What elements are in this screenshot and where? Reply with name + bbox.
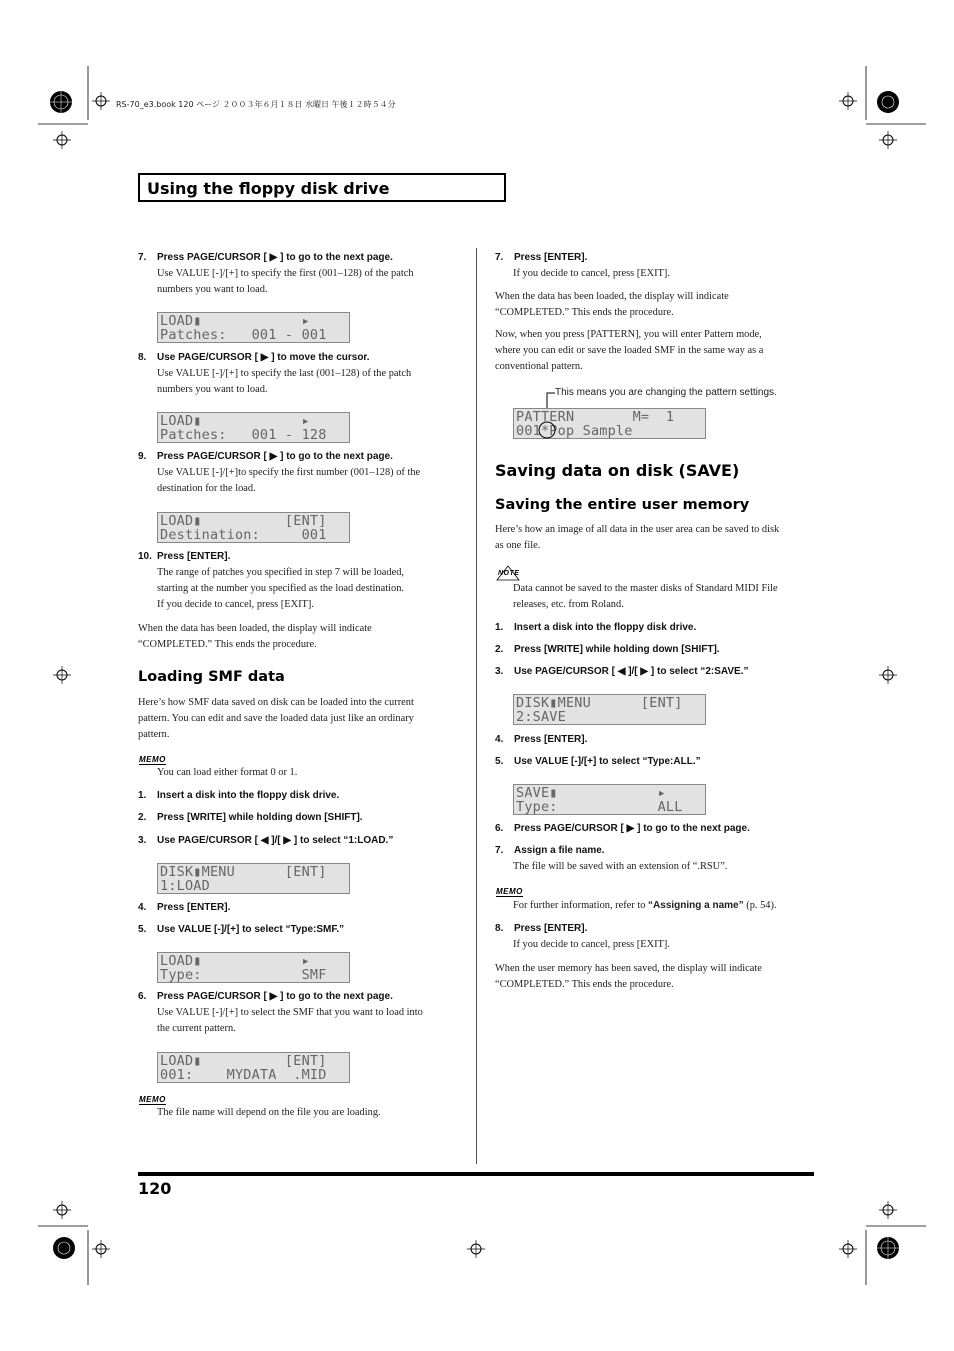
crosshair-icon	[879, 666, 897, 684]
crosshair-icon	[879, 1201, 897, 1219]
note-text: Data cannot be saved to the master disks of Standard MIDI File releases, etc. from Roland.	[513, 583, 778, 610]
step-8: 8. Press [ENTER].	[495, 923, 588, 934]
lcd-display: LOAD▮ [ENT] Destination: 001	[157, 512, 350, 543]
step-9: 9. Press PAGE/CURSOR [ ▶ ] to go to the next page.	[138, 451, 393, 462]
paragraph: Here’s how SMF data saved on disk can be loaded into the current pattern. You can edit and save the loaded data just like an ordinary pattern.	[138, 697, 414, 740]
lcd-display: SAVE▮ ▸ Type: ALL	[513, 784, 706, 815]
step-5: 5. Use VALUE [-]/[+] to select “Type:ALL.”	[495, 756, 701, 767]
step-6-body: Use VALUE [-]/[+] to select the SMF that you want to load into the current pattern.	[157, 1007, 423, 1034]
lcd-display: LOAD▮ ▸ Patches: 001 - 001	[157, 312, 350, 343]
step-9-body: Use VALUE [-]/[+]to specify the first number (001–128) of the destination for the load.	[157, 467, 421, 494]
crosshair-icon	[53, 131, 71, 149]
lcd-display: LOAD▮ ▸ Type: SMF	[157, 952, 350, 983]
step-7-body: The file will be saved with an extension of “.RSU”.	[513, 861, 728, 872]
memo-icon: MEMO	[139, 755, 166, 764]
step-3: 3. Use PAGE/CURSOR [ ◀ ]/[ ▶ ] to select “2:SAVE.”	[495, 666, 749, 677]
paragraph: When the data has been loaded, the display will indicate “COMPLETED.” This ends the procedure.	[138, 623, 372, 650]
memo-icon: MEMO	[496, 887, 523, 896]
step-1: 1. Insert a disk into the floppy disk drive.	[495, 622, 697, 633]
step-8: 8. Use PAGE/CURSOR [ ▶ ] to move the cursor.	[138, 352, 370, 363]
paragraph: Now, when you press [PATTERN], you will enter Pattern mode, where you can edit or save the loaded SMF in the same way as a conventional pattern.	[495, 329, 764, 372]
step-4: 4. Press [ENTER].	[495, 734, 588, 745]
step-7: 7. Press PAGE/CURSOR [ ▶ ] to go to the next page.	[138, 252, 393, 263]
step-10: 10. Press [ENTER].	[138, 551, 231, 562]
section-title: Using the floppy disk drive	[147, 179, 390, 198]
annotation-text: This means you are changing the pattern settings.	[555, 387, 777, 398]
subheading: Loading SMF data	[138, 669, 285, 685]
step-7-body: Use VALUE [-]/[+] to specify the first (001–128) of the patch numbers you want to load.	[157, 268, 414, 295]
memo-icon: MEMO	[139, 1095, 166, 1104]
crosshair-icon	[879, 131, 897, 149]
paragraph: Here’s how an image of all data in the user area can be saved to disk as one file.	[495, 524, 780, 551]
step-7: 7. Press [ENTER].	[495, 252, 588, 263]
crosshair-icon	[839, 92, 857, 110]
section-title-box	[138, 173, 506, 202]
step-8-body: Use VALUE [-]/[+] to specify the last (001–128) of the patch numbers you want to load.	[157, 368, 412, 395]
step-7-body: If you decide to cancel, press [EXIT].	[513, 268, 670, 279]
crosshair-icon	[92, 1240, 110, 1258]
paragraph: When the data has been loaded, the display will indicate “COMPLETED.” This ends the procedure.	[495, 291, 729, 318]
step-3: 3. Use PAGE/CURSOR [ ◀ ]/[ ▶ ] to select “1:LOAD.”	[138, 835, 394, 846]
step-6: 6. Press PAGE/CURSOR [ ▶ ] to go to the next page.	[495, 823, 750, 834]
step-6: 6. Press PAGE/CURSOR [ ▶ ] to go to the next page.	[138, 991, 393, 1002]
crosshair-icon	[92, 92, 110, 110]
registration-target-icon	[49, 90, 73, 114]
step-2: 2. Press [WRITE] while holding down [SHIFT].	[138, 812, 363, 823]
registration-target-icon	[52, 1236, 76, 1260]
memo-text: The file name will depend on the file you are loading.	[157, 1107, 381, 1118]
column-divider	[476, 248, 477, 1164]
cross-reference-link[interactable]: “Assigning a name”	[648, 900, 744, 911]
step-2: 2. Press [WRITE] while holding down [SHIFT].	[495, 644, 720, 655]
crosshair-icon	[839, 1240, 857, 1258]
note-label: NOTE	[498, 570, 520, 577]
step-4: 4. Press [ENTER].	[138, 902, 231, 913]
page-number: 120	[138, 1179, 172, 1198]
registration-target-icon	[876, 90, 900, 114]
step-10-body: The range of patches you specified in step 7 will be loaded, starting at the number you specified as the load destination. If you decide to cancel, press [EXIT].	[157, 567, 405, 610]
highlight-circle-icon	[538, 421, 556, 439]
step-5: 5. Use VALUE [-]/[+] to select “Type:SMF.”	[138, 924, 345, 935]
subheading: Saving the entire user memory	[495, 497, 750, 513]
step-8-body: If you decide to cancel, press [EXIT].	[513, 939, 670, 950]
paragraph: When the user memory has been saved, the display will indicate “COMPLETED.” This ends the procedure.	[495, 963, 762, 990]
footer-rule	[138, 1172, 814, 1176]
lcd-display: DISK▮MENU [ENT] 1:LOAD	[157, 863, 350, 894]
section-heading: Saving data on disk (SAVE)	[495, 461, 740, 480]
lcd-display: LOAD▮ ▸ Patches: 001 - 128	[157, 412, 350, 443]
registration-target-icon	[876, 1236, 900, 1260]
print-header: RS-70_e3.book 120 ページ ２００３年６月１８日 水曜日 午後１２時５４分	[116, 100, 396, 109]
crosshair-icon	[53, 1201, 71, 1219]
step-1: 1. Insert a disk into the floppy disk drive.	[138, 790, 340, 801]
crosshair-icon	[53, 666, 71, 684]
lcd-display: LOAD▮ [ENT] 001: MYDATA .MID	[157, 1052, 350, 1083]
lcd-display: PATTERN M= 1 001*Pop Sample	[513, 408, 706, 439]
memo-text: For further information, refer to “Assigning a name” (p. 54).	[513, 900, 777, 911]
lcd-display: DISK▮MENU [ENT] 2:SAVE	[513, 694, 706, 725]
memo-text: You can load either format 0 or 1.	[157, 767, 298, 778]
step-7: 7. Assign a file name.	[495, 845, 605, 856]
crosshair-icon	[467, 1240, 485, 1258]
